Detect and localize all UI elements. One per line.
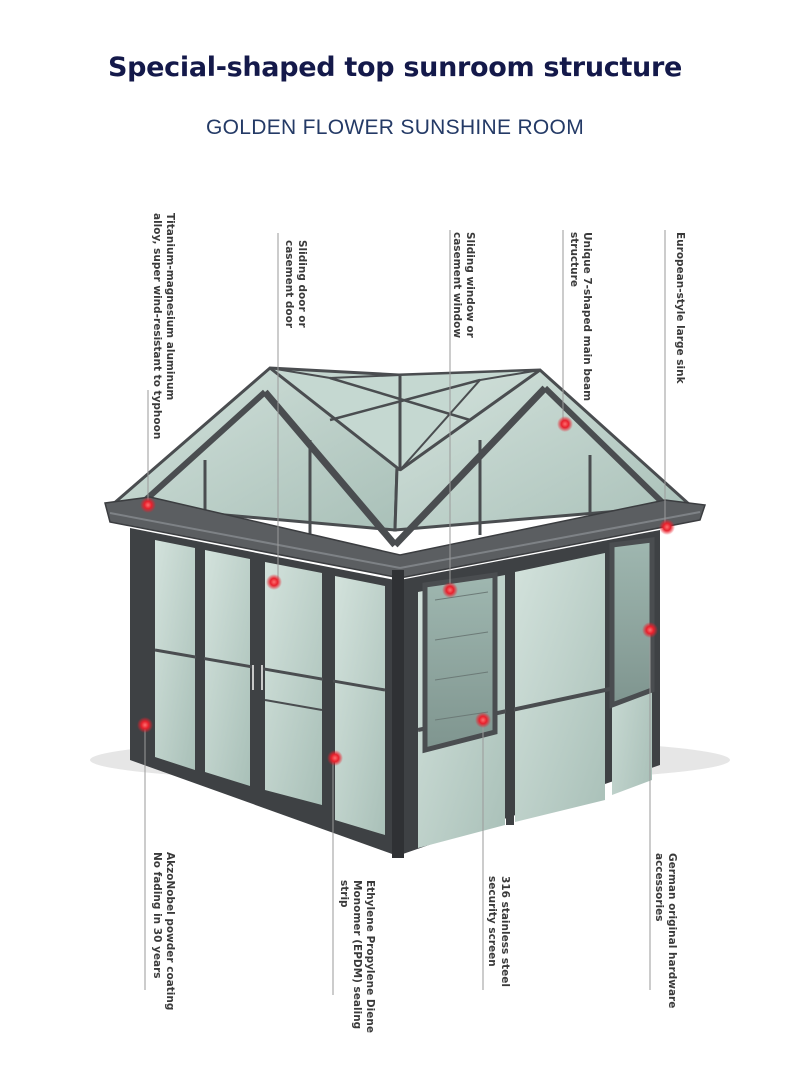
callout-window: Sliding window or casement window (451, 232, 476, 339)
right-wall (400, 530, 660, 855)
callout-hardware: German original hardware accessories (653, 853, 678, 1009)
marker-main-beam (557, 416, 573, 432)
marker-epdm (327, 750, 343, 766)
marker-security-screen (475, 712, 491, 728)
callout-door: Sliding door or casement door (283, 240, 308, 329)
callout-main-beam: Unique 7-shaped main beam structure (568, 232, 593, 402)
callout-powder-coating: AkzoNobel powder coating No fading in 30 years (151, 852, 176, 1011)
callout-epdm: Ethylene Propylene Diene Monomer (EPDM) sealing strip (338, 880, 376, 1033)
marker-powder-coating (137, 717, 153, 733)
callout-frame-alloy: Titanium-magnesium aluminum alloy, super wind-resistant to typhoon (151, 213, 176, 440)
callout-sink: European-style large sink (674, 232, 686, 384)
marker-window (442, 582, 458, 598)
marker-sink (659, 519, 675, 535)
marker-frame-alloy (140, 497, 156, 513)
marker-hardware (642, 622, 658, 638)
page-subtitle: GOLDEN FLOWER SUNSHINE ROOM (206, 116, 584, 139)
left-wall (130, 528, 395, 855)
marker-door (266, 574, 282, 590)
callout-security-screen: 316 stainless steel security screen (486, 876, 511, 987)
page-title: Special-shaped top sunroom structure (107, 52, 683, 83)
